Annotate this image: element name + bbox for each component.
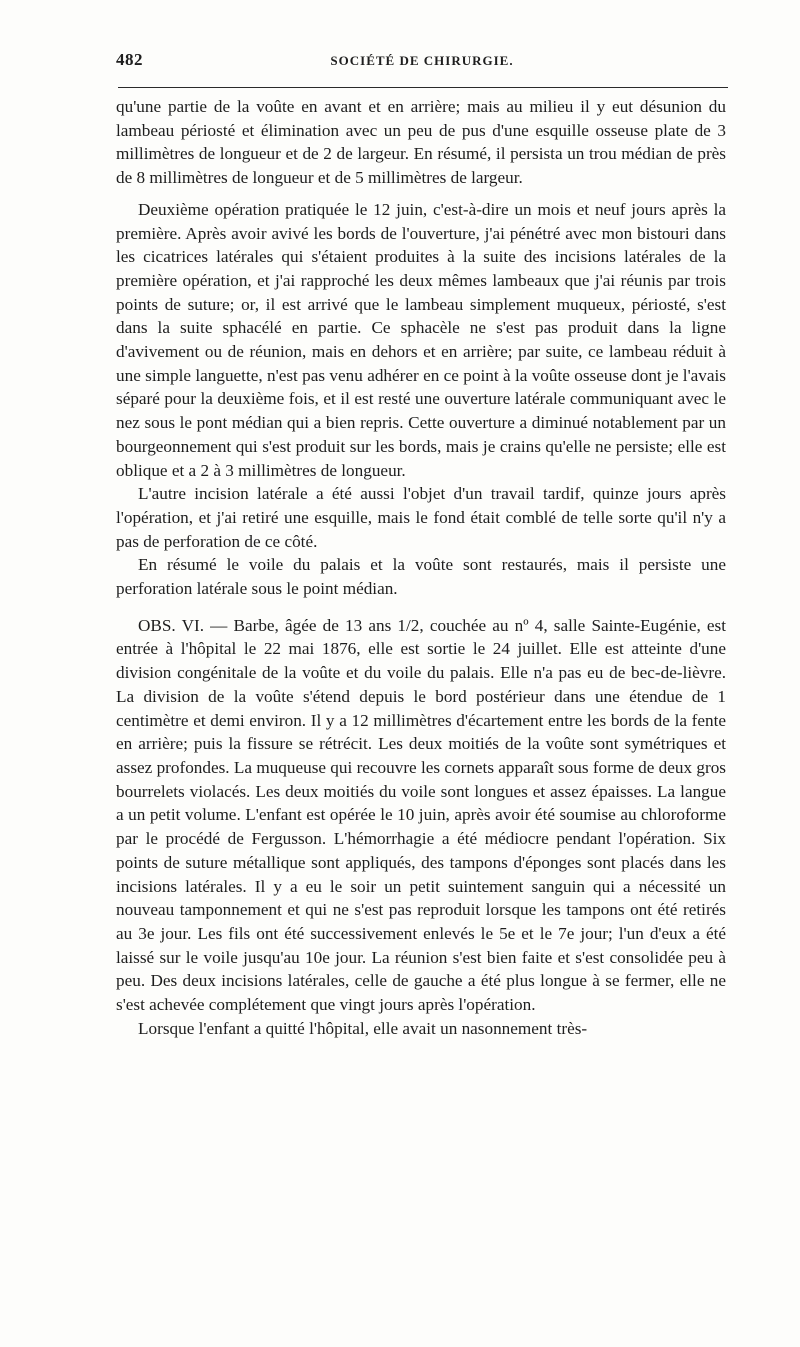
page-number: 482 bbox=[116, 50, 143, 69]
paragraph: Lorsque l'enfant a quitté l'hôpital, elle avait un nasonnement très- bbox=[138, 1018, 588, 1038]
observation-paragraph: OBS. VI. — Barbe, âgée de 13 ans 1/2, couchée au nº 4, salle Sainte-Eugénie, est entrée à l'hôpital le 22 mai 1876, elle est sortie le 24 juillet. Elle est atteinte d'une division congénitale de la voûte et du voile du palais. Elle n'a pas eu de bec-de-lièvre. La division de la voûte s'étend depuis le bord postérieur dans une étendue de 1 centimètre et demi environ. Il y a 12 millimètres d'écartement entre les bords de la fente en arrière; puis la fissure se rétrécit. Les deux moitiés de la voûte sont symétriques et assez profondes. La muqueuse qui recouvre les cornets apparaît sous forme de deux gros bourrelets violacés. Les deux moitiés du voile sont longues et assez épaisses. La langue a un petit volume. L'enfant est opérée le 10 juin, après avoir été soumise au chloroforme par le procédé de Fergusson. L'hémorrhagie a été médiocre pendant l'opération. Six points de suture métallique sont appliqués, des tampons d'éponges sont placés dans les incisions latérales. Il y a eu le soir un petit suintement sanguin qui a nécessité un nouveau tamponnement et qui ne s'est pas reproduit lorsque les tampons ont été retirés au 3e jour. Les fils ont été successivement enlevés le 5e et le 7e jour; l'un d'eux a été laissé sur le voile jusqu'au 10e jour. La réunion s'est bien faite et s'est consolidée peu à peu. Des deux incisions latérales, celle de gauche a été plus longue à se fermer, elle ne s'est achevée complétement que vingt jours après l'opération. bbox=[116, 615, 726, 1015]
page-header bbox=[116, 50, 728, 76]
running-title: SOCIÉTÉ DE CHIRURGIE. bbox=[330, 53, 514, 68]
paragraph: qu'une partie de la voûte en avant et en arrière; mais au milieu il y eut désunion du lambeau périosté et élimination avec un peu de pus d'une esquille osseuse plate de 3 millimètres de longueur et de 2 de largeur. En résumé, il persista un trou médian de près de 8 millimètres de longueur et de 5 millimètres de largeur. bbox=[116, 97, 726, 188]
paragraph: En résumé le voile du palais et la voûte sont restaurés, mais il persiste une perforation latérale sous le point médian. bbox=[116, 555, 726, 599]
header-rule bbox=[118, 87, 728, 88]
body-text bbox=[116, 95, 726, 1040]
paragraph: Deuxième opération pratiquée le 12 juin, c'est-à-dire un mois et neuf jours après la première. Après avoir avivé les bords de l'ouverture, j'ai pénétré avec mon bistouri dans les cicatrices latérales qui s'étaient produites à la suite des incisions latérales de la première opération, et j'ai rapproché les deux mêmes lambeaux que j'ai réunis par trois points de suture; or, il est arrivé que le lambeau simplement muqueux, périosté, s'est dans la suite sphacélé en partie. Ce sphacèle ne s'est pas produit dans la ligne d'avivement ou de réunion, mais en dehors et en arrière; par suite, ce lambeau réduit à une simple languette, n'est pas venu adhérer en ce point à la voûte osseuse dont je l'avais séparé pour la deuxième fois, et il est resté une ouverture latérale communiquant avec le nez sous le pont médian qui a bien repris. Cette ouverture a diminué notablement par un bourgeonnement qui s'est produit sur les bords, mais je crains qu'elle ne persiste; elle est oblique et a 2 à 3 millimètres de longueur. bbox=[116, 199, 726, 480]
paragraph: L'autre incision latérale a été aussi l'objet d'un travail tardif, quinze jours après l'opération, et j'ai retiré une esquille, mais le fond était comblé de telle sorte qu'il n'y a pas de perforation de ce côté. bbox=[116, 484, 726, 551]
